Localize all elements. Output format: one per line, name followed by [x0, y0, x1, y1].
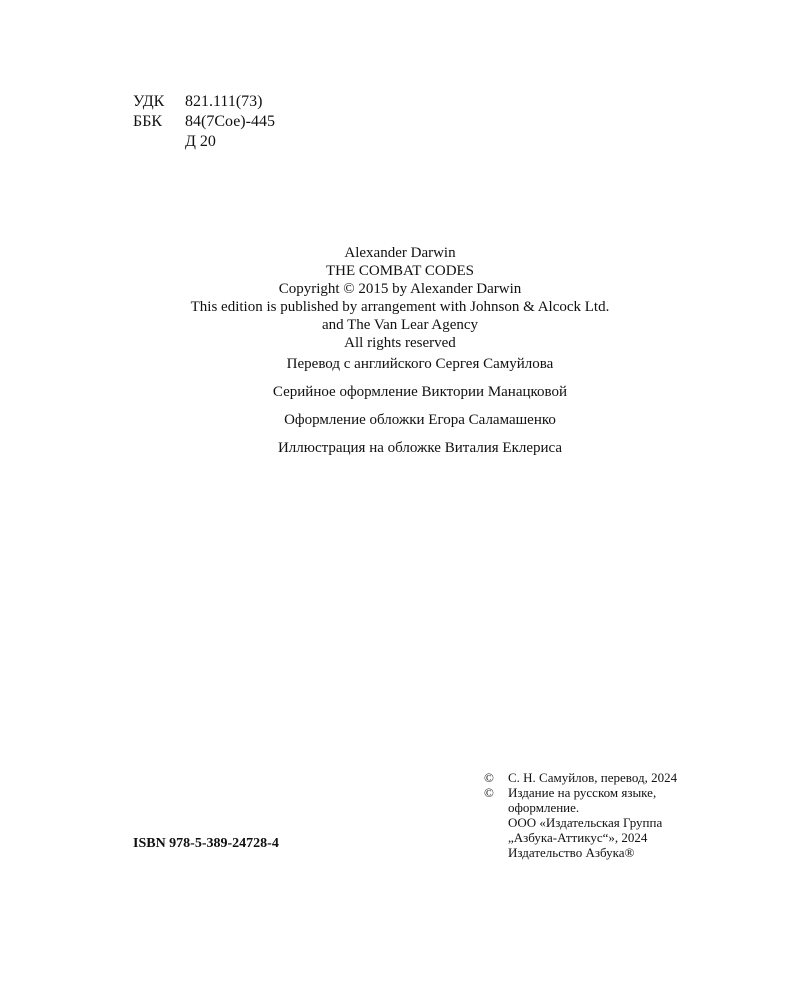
- bbk-value: 84(7Сое)-445: [185, 113, 275, 130]
- author-mark: Д 20: [185, 133, 216, 150]
- udk-value: 821.111(73): [185, 93, 263, 110]
- copyright-symbol: ©: [484, 785, 494, 800]
- author-mark-row: [133, 132, 275, 152]
- cover-illustration-credit: Иллюстрация на обложке Виталия Еклериса: [277, 440, 563, 456]
- copyright-entry-edition: [484, 785, 708, 860]
- copyright-notices: [484, 770, 708, 860]
- bbk-row: [133, 112, 275, 132]
- copyright-symbol: ©: [484, 770, 494, 785]
- isbn: ISBN 978-5-389-24728-4: [133, 836, 279, 851]
- arrangement-line-1: This edition is published by arrangement with Johnson & Alcock Ltd.: [190, 299, 610, 315]
- original-copyright: Copyright © 2015 by Alexander Darwin: [278, 281, 522, 297]
- series-design-credit: Серийное оформление Виктории Манацковой: [272, 384, 568, 400]
- original-edition-block: [0, 244, 800, 352]
- copyright-text: С. Н. Самуйлов, перевод, 2024: [508, 770, 678, 785]
- rights-reserved: All rights reserved: [344, 335, 456, 351]
- udk-label: УДК: [133, 93, 165, 110]
- copyright-text: Издание на русском языке, оформление. ООО «Издательская Группа „Азбука-Аттикус“», 2024 Издательство Азбука®: [508, 785, 663, 860]
- arrangement-line-2: and The Van Lear Agency: [321, 317, 479, 333]
- translation-credit: Перевод с английского Сергея Самуйлова: [286, 356, 554, 372]
- copyright-entry-translation: [484, 770, 708, 785]
- cover-design-credit: Оформление обложки Егора Саламашенко: [284, 412, 556, 428]
- classification-block: [133, 92, 275, 152]
- original-title: THE COMBAT CODES: [325, 263, 475, 279]
- udk-row: [133, 92, 275, 112]
- bbk-label: ББК: [133, 113, 163, 130]
- credits-block: [0, 355, 800, 467]
- original-author: Alexander Darwin: [344, 245, 456, 261]
